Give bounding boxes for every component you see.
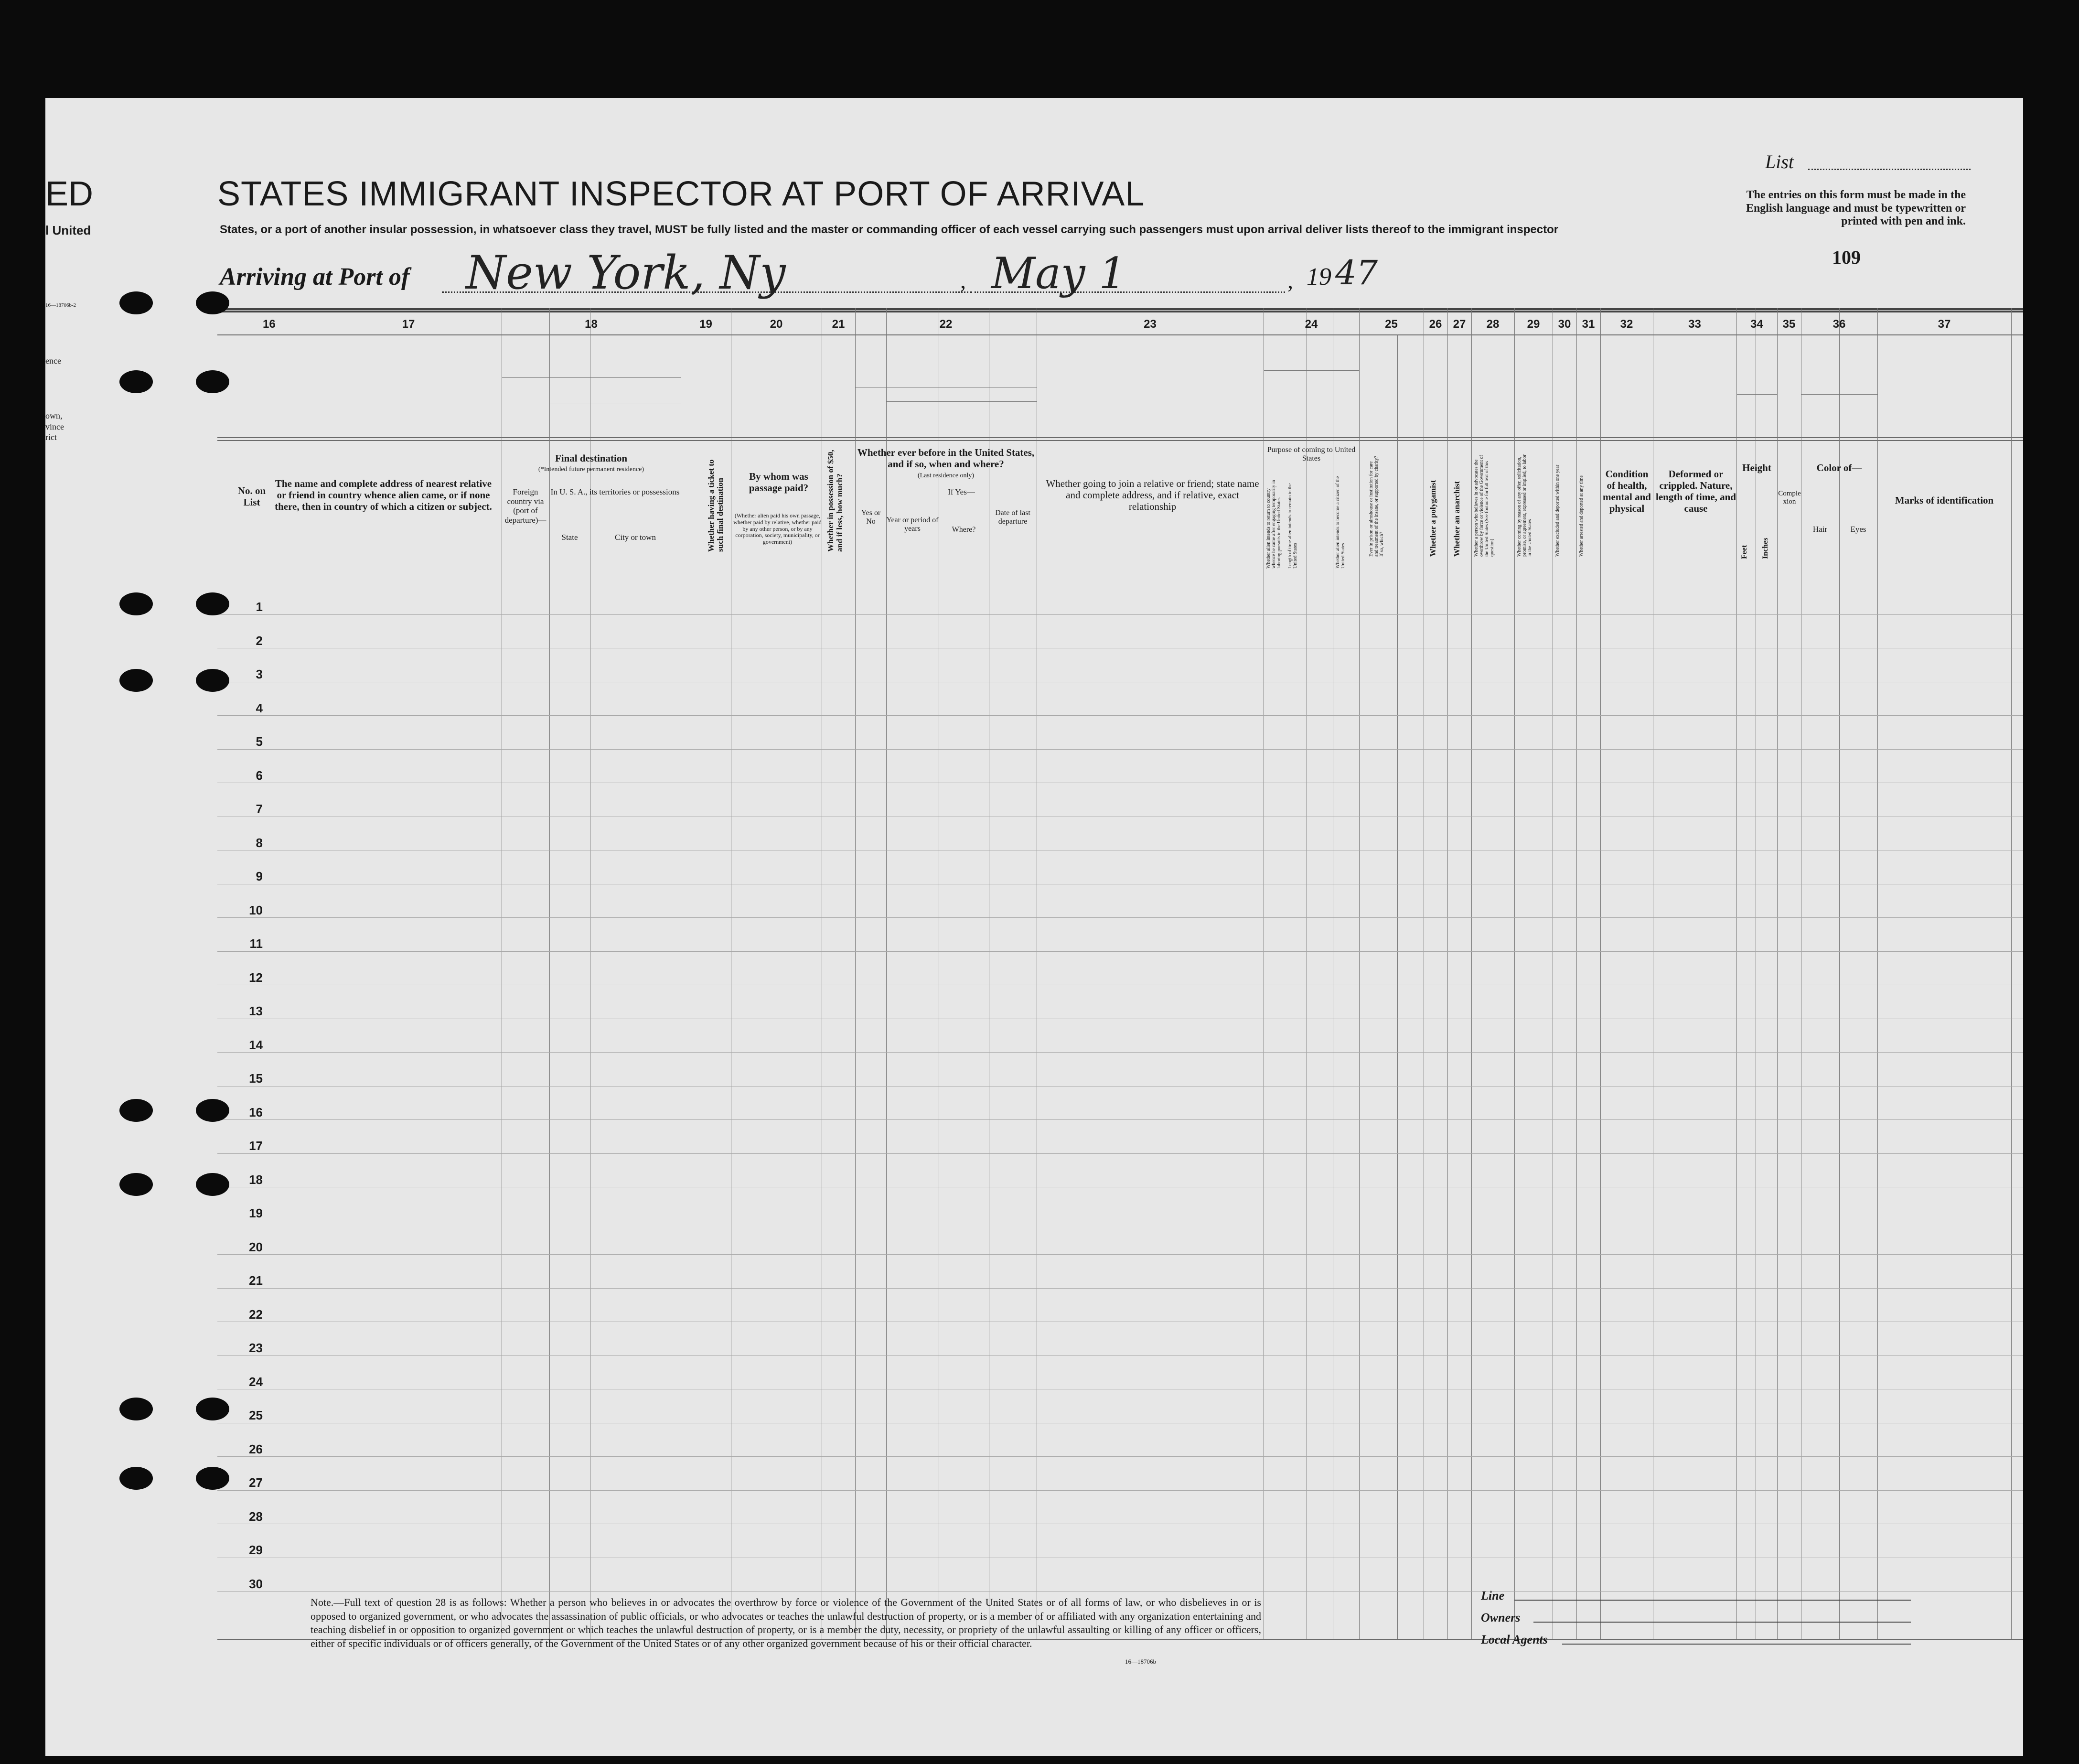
form-code-top: 16—18706b-2 bbox=[45, 302, 76, 308]
row-number: 21 bbox=[249, 1273, 263, 1288]
header-feet: Feet bbox=[1740, 545, 1748, 559]
punch-hole bbox=[119, 592, 153, 615]
colnum-27: 27 bbox=[1453, 318, 1466, 331]
row-number: 5 bbox=[256, 734, 263, 749]
row-number: 11 bbox=[249, 936, 263, 951]
col-line bbox=[549, 308, 550, 1639]
row-number: 26 bbox=[249, 1441, 263, 1456]
colnum-37: 37 bbox=[1938, 318, 1951, 331]
header-purpose-return: Whether alien intends to return to country whence he came after engaging temporarily in laboring pursuits in the United States bbox=[1266, 480, 1282, 569]
header-bottom-rule bbox=[217, 437, 2023, 438]
colnum-17: 17 bbox=[402, 318, 415, 331]
punch-hole bbox=[119, 370, 153, 393]
table-top-rule-2 bbox=[217, 311, 2023, 312]
page-subtitle: States, or a port of another insular possession, in whatsoever class they travel, MUST be fully listed and the master or commanding officer of each vessel carrying such passengers must upon arrival deliver lists thereof to the immigrant inspector bbox=[220, 223, 1559, 236]
row-number: 12 bbox=[249, 970, 263, 985]
punch-hole bbox=[196, 1173, 229, 1196]
col-line bbox=[1447, 308, 1448, 1639]
row-number: 17 bbox=[249, 1139, 263, 1153]
col-line bbox=[1877, 308, 1878, 1639]
footer-agents-label: Local Agents bbox=[1481, 1633, 1548, 1646]
punch-hole bbox=[196, 291, 229, 314]
row-number: 3 bbox=[256, 667, 263, 681]
row-rule bbox=[217, 1591, 2023, 1592]
punch-hole bbox=[196, 1099, 229, 1122]
page-title: STATES IMMIGRANT INSPECTOR AT PORT OF ARRIVAL bbox=[217, 175, 1145, 213]
port-handwritten: New York, Ny bbox=[466, 246, 786, 300]
year-prefix: 19 bbox=[1307, 263, 1331, 290]
row-rule bbox=[217, 951, 2023, 952]
punch-hole bbox=[196, 1398, 229, 1420]
header-hair: Hair bbox=[1812, 525, 1828, 534]
header-height: Height bbox=[1742, 462, 1771, 473]
left-fragment-united: l United bbox=[45, 223, 91, 237]
row-number: 24 bbox=[249, 1374, 263, 1389]
header-prison: Ever in prison or almshouse or institution for care and treatment of the insane, or supported by charity? If so, which? bbox=[1369, 456, 1384, 557]
header-eyes: Eyes bbox=[1850, 525, 1866, 534]
col-line bbox=[2011, 308, 2012, 1639]
row-rule bbox=[217, 1119, 2023, 1120]
colnum-26: 26 bbox=[1429, 318, 1442, 331]
row-number: 15 bbox=[249, 1071, 263, 1086]
row-number: 25 bbox=[249, 1408, 263, 1422]
header-question-28: Whether a person who believes in or advocates the overthrow by force or violence of the Government of the United States (See footnote for full text of this question) bbox=[1474, 455, 1495, 557]
list-number: 109 bbox=[1832, 247, 1861, 268]
row-rule bbox=[217, 1355, 2023, 1356]
c18-sub-rule bbox=[502, 377, 681, 378]
header-foreign-country: Foreign country via (port of departure)— bbox=[504, 487, 547, 525]
colnum-20: 20 bbox=[770, 318, 783, 331]
header-final-destination-sub: (*Intended future permanent residence) bbox=[538, 466, 644, 473]
row-number: 6 bbox=[256, 768, 263, 783]
colnum-33: 33 bbox=[1688, 318, 1701, 331]
colnum-19: 19 bbox=[699, 318, 712, 331]
row-rule bbox=[217, 1490, 2023, 1491]
row-number: 1 bbox=[256, 600, 263, 614]
header-bottom-rule-2 bbox=[217, 440, 2023, 441]
header-passage-note: (Whether alien paid his own passage, whether paid by relative, whether paid by any other person, or by any corporation, society, municipality, or government) bbox=[733, 512, 822, 546]
footer-owners-label: Owners bbox=[1481, 1611, 1521, 1624]
header-arrested-deported: Whether arrested and deported at any time bbox=[1579, 475, 1584, 557]
header-anarchist: Whether an anarchist bbox=[1452, 481, 1461, 557]
colnum-34: 34 bbox=[1750, 318, 1763, 331]
punch-hole bbox=[119, 1173, 153, 1196]
col-line-25 bbox=[1397, 334, 1398, 1639]
col-line bbox=[1736, 308, 1737, 1639]
row-number: 8 bbox=[256, 835, 263, 850]
row-rule bbox=[217, 1052, 2023, 1053]
row-number: 23 bbox=[249, 1341, 263, 1355]
row-number: 29 bbox=[249, 1543, 263, 1557]
left-header-fragment-3: vince bbox=[45, 422, 64, 431]
punch-hole bbox=[196, 370, 229, 393]
footnote-question-28: Note.—Full text of question 28 is as follows: Whether a person who believes in or advocates the overthrow by force or violence of the Government of the United States or of all forms of law, or who disbelieves in or is opposed to organized government, or who advocates the assassination of public officials, or who advocates or teaches the unlawful destruction of property, or is a member of or affiliated with any organization entertaining and teaching disbelief in or opposition to organized government or which teaches the unlawful destruction of property, or is a member the duty, necessity, or propriety of the unlawful assaulting or killing of any officer or officers, either of specific individuals or of officers generally, of the Government of the United States or of any other organized government because of his or their official character. bbox=[311, 1596, 1261, 1649]
comma-separator-2: , bbox=[1287, 268, 1293, 293]
col-line bbox=[1839, 308, 1840, 1639]
row-number: 20 bbox=[249, 1239, 263, 1254]
colnum-32: 32 bbox=[1620, 318, 1633, 331]
row-number: 13 bbox=[249, 1004, 263, 1018]
date-handwritten: May 1 bbox=[991, 248, 1126, 299]
footer-line-field[interactable] bbox=[1514, 1600, 1911, 1601]
header-purpose: Purpose of coming to United States bbox=[1267, 446, 1356, 463]
row-rule bbox=[217, 715, 2023, 716]
row-rule bbox=[217, 614, 2023, 615]
header-city-or-town: City or town bbox=[615, 533, 656, 542]
list-label: List bbox=[1765, 151, 1794, 172]
row-rule bbox=[217, 749, 2023, 750]
header-inches: Inches bbox=[1761, 538, 1769, 559]
col-line bbox=[1576, 308, 1577, 1639]
row-rule bbox=[217, 1288, 2023, 1289]
colnum-36: 36 bbox=[1833, 318, 1846, 331]
c34-sub-rule bbox=[1736, 394, 1777, 395]
footer-agents-field[interactable] bbox=[1562, 1644, 1911, 1645]
punch-hole bbox=[119, 669, 153, 692]
manifest-page bbox=[45, 98, 2023, 1756]
col-line bbox=[1359, 308, 1360, 1639]
row-rule bbox=[217, 1456, 2023, 1457]
left-fragment-ed: ED bbox=[45, 175, 94, 213]
header-excluded-deported: Whether excluded and deported within one year bbox=[1555, 464, 1560, 557]
header-marks-identification: Marks of identification bbox=[1895, 495, 1994, 506]
header-fifty-dollars: Whether in possession of $50, and if less, how much? bbox=[826, 450, 844, 552]
footer-line-label: Line bbox=[1481, 1589, 1505, 1603]
row-rule bbox=[217, 1153, 2023, 1154]
left-header-fragment-1: ence bbox=[45, 356, 61, 366]
header-final-destination: Final destination bbox=[555, 452, 628, 464]
left-header-fragment-4: rict bbox=[45, 432, 57, 442]
header-no-on-list: No. on List bbox=[237, 485, 266, 508]
header-labor-offer: Whether coming by reason of any offer, solicitation, promise, or agreement, expressed or implied, to labor in the United States bbox=[1517, 454, 1532, 557]
colnum-18: 18 bbox=[585, 318, 598, 331]
col-line bbox=[1777, 308, 1778, 1639]
colnum-23: 23 bbox=[1144, 318, 1157, 331]
punch-hole bbox=[119, 1467, 153, 1490]
c24-sub-rule bbox=[1264, 370, 1359, 371]
header-nearest-relative: The name and complete address of nearest relative or friend in country whence alien came, or if none there, then in country of which a citizen or subject. bbox=[275, 478, 492, 513]
colnum-35: 35 bbox=[1782, 318, 1796, 331]
row-number: 27 bbox=[249, 1475, 263, 1490]
header-going-to-join: Whether going to join a relative or friend; state name and complete address, and if relative, exact relationship bbox=[1046, 478, 1259, 513]
row-number: 28 bbox=[249, 1509, 263, 1524]
row-number: 14 bbox=[249, 1037, 263, 1052]
table-top-rule bbox=[217, 308, 2023, 310]
header-ever-before-us: Whether ever before in the United States, and if so, when and where? bbox=[857, 447, 1035, 470]
header-polygamist: Whether a polygamist bbox=[1428, 480, 1437, 557]
header-state: State bbox=[561, 533, 578, 542]
colnum-28: 28 bbox=[1486, 318, 1500, 331]
header-complexion: Complexion bbox=[1778, 490, 1801, 506]
colnum-30: 30 bbox=[1558, 318, 1571, 331]
header-purpose-citizen: Whether alien intends to become a citizen of the United States bbox=[1335, 476, 1346, 569]
instructions-note: The entries on this form must be made in the English language and must be typewritten or printed with pen and ink. bbox=[1746, 189, 1966, 228]
year-handwritten: 47 bbox=[1335, 253, 1378, 292]
row-number: 19 bbox=[249, 1206, 263, 1220]
header-if-yes: If Yes— bbox=[948, 487, 975, 496]
header-purpose-length: Length of time alien intends to remain in the United States bbox=[1287, 483, 1298, 569]
row-number: 18 bbox=[249, 1172, 263, 1187]
arriving-port-label: Arriving at Port of bbox=[220, 263, 410, 290]
punch-hole bbox=[119, 1099, 153, 1122]
left-header-fragment-2: own, bbox=[45, 411, 63, 420]
col-line bbox=[1514, 308, 1515, 1639]
list-fill-line bbox=[1808, 169, 1971, 170]
header-passage-paid: By whom was passage paid? bbox=[749, 471, 809, 494]
punch-hole bbox=[196, 669, 229, 692]
col-line bbox=[1471, 308, 1472, 1639]
row-number: 16 bbox=[249, 1105, 263, 1119]
row-number: 2 bbox=[256, 633, 263, 648]
col-line bbox=[886, 308, 887, 1639]
col-line bbox=[1600, 308, 1601, 1639]
row-number: 7 bbox=[256, 802, 263, 816]
colnum-22: 22 bbox=[939, 318, 953, 331]
header-color-of: Color of— bbox=[1816, 462, 1862, 473]
row-rule bbox=[217, 1254, 2023, 1255]
punch-hole bbox=[119, 1398, 153, 1420]
header-where: Where? bbox=[952, 526, 976, 534]
colnum-21: 21 bbox=[832, 318, 845, 331]
punch-hole bbox=[196, 592, 229, 615]
colnum-29: 29 bbox=[1527, 318, 1540, 331]
header-last-residence: (Last residence only) bbox=[917, 472, 975, 479]
punch-hole bbox=[119, 291, 153, 314]
colnum-31: 31 bbox=[1582, 318, 1595, 331]
header-deformed: Deformed or crippled. Nature, length of time, and cause bbox=[1656, 468, 1736, 515]
row-number: 22 bbox=[249, 1307, 263, 1322]
col-line bbox=[855, 308, 856, 1639]
row-number: 30 bbox=[249, 1576, 263, 1591]
header-usa-territories: In U. S. A., its territories or possessions bbox=[550, 487, 680, 496]
colnum-24: 24 bbox=[1305, 318, 1318, 331]
row-rule bbox=[217, 917, 2023, 918]
manifest-table: 16 17 18 19 20 21 22 23 24 25 26 27 28 29 30 31 32 33 34 35 36 37 bbox=[217, 308, 2023, 1639]
comma-separator: , bbox=[960, 268, 966, 293]
row-number: 4 bbox=[256, 700, 263, 715]
c22-ifyes-rule bbox=[886, 401, 1037, 402]
colnum-25: 25 bbox=[1385, 318, 1398, 331]
header-year-period: Year or period of years bbox=[886, 516, 939, 533]
header-health: Condition of health, mental and physical bbox=[1603, 468, 1651, 515]
punch-hole bbox=[196, 1467, 229, 1490]
footer-owners-field[interactable] bbox=[1533, 1622, 1911, 1623]
header-yes-or-no: Yes or No bbox=[861, 509, 881, 526]
form-code-bottom: 16—18706b bbox=[1125, 1658, 1156, 1665]
row-number: 9 bbox=[256, 869, 263, 883]
row-number: 10 bbox=[249, 903, 263, 917]
colnum-rule bbox=[217, 334, 2023, 335]
header-ticket: Whether having a ticket to such final destination bbox=[707, 459, 725, 552]
header-date-last-departure: Date of last departure bbox=[995, 509, 1030, 526]
